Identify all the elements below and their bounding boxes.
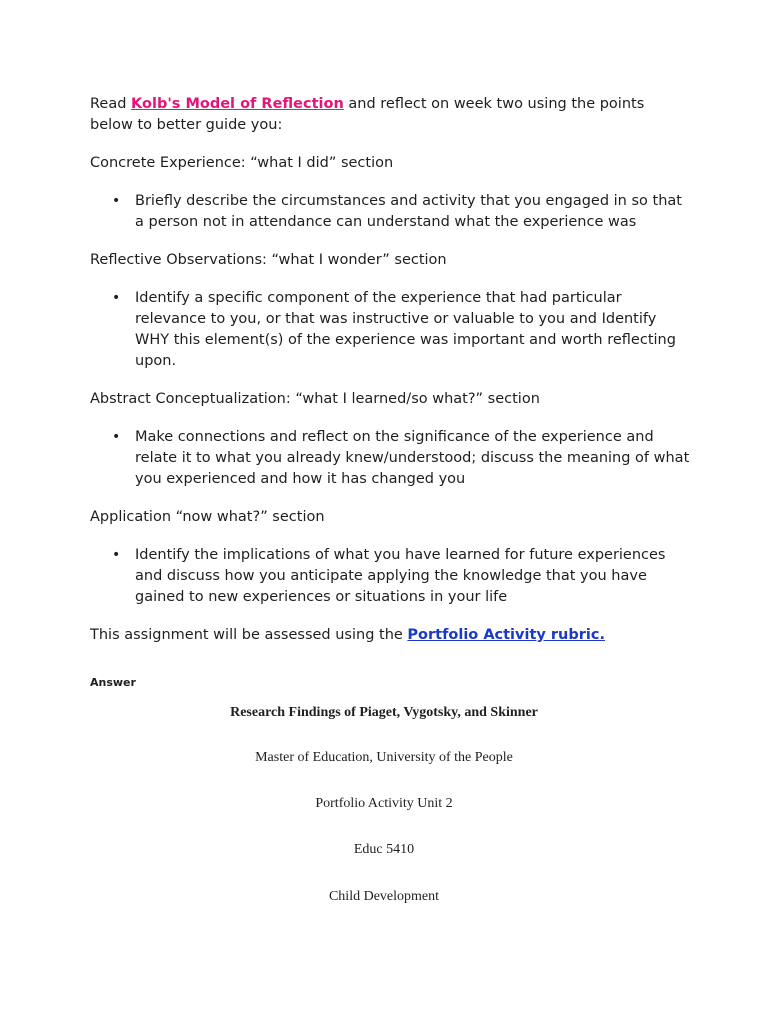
- bullet-item-abstract: [90, 427, 690, 490]
- intro-suffix: and reflect on week two using the points below to better guide you:: [90, 96, 645, 133]
- bullet-text: Identify the implications of what you have learned for future experiences and discuss how you anticipate applying the knowledge that you have gained to new experiences or situations in your life: [135, 547, 666, 605]
- bullet-item-application: [90, 545, 690, 608]
- bullet-icon: •: [112, 547, 121, 563]
- section-heading-application: Application “now what?” section: [90, 509, 325, 525]
- intro-paragraph: [90, 94, 690, 136]
- answer-label: Answer: [90, 676, 136, 689]
- intro-prefix: Read: [90, 96, 132, 112]
- bullet-icon: •: [112, 429, 121, 445]
- assignment-line: Portfolio Activity Unit 2: [315, 796, 453, 811]
- bullet-text: Make connections and reflect on the significance of the experience and relate it to what you already knew/understood; discuss the meaning of what you experienced and how it has changed you: [135, 429, 690, 487]
- assessment-paragraph: [90, 625, 690, 646]
- bullet-text: Briefly describe the circumstances and activity that you engaged in so that a person not in attendance can understand what the experience was: [135, 193, 682, 230]
- section-heading-reflective: Reflective Observations: “what I wonder” section: [90, 252, 447, 268]
- program-line: Master of Education, University of the People: [255, 750, 513, 765]
- instructions-block: [90, 94, 690, 646]
- paper-title: Research Findings of Piaget, Vygotsky, and Skinner: [230, 705, 538, 720]
- section-heading-abstract: Abstract Conceptualization: “what I learned/so what?” section: [90, 391, 540, 407]
- bullet-item-reflective: [90, 288, 690, 372]
- portfolio-rubric-link[interactable]: Portfolio Activity rubric.: [407, 627, 605, 643]
- bullet-icon: •: [112, 290, 121, 306]
- kolb-model-link[interactable]: Kolb's Model of Reflection: [131, 96, 344, 112]
- bullet-text: Identify a specific component of the experience that had particular relevance to you, or that was instructive or valuable to you and Identify WHY this element(s) of the experience was important and worth reflecting upon.: [135, 290, 676, 369]
- section-heading-concrete: Concrete Experience: “what I did” section: [90, 155, 394, 171]
- bullet-icon: •: [112, 193, 121, 209]
- bullet-item-concrete: [90, 191, 690, 233]
- assessment-prefix: This assignment will be assessed using the: [90, 627, 408, 643]
- course-code-line: Educ 5410: [353, 842, 415, 857]
- course-name-line: Child Development: [328, 889, 440, 904]
